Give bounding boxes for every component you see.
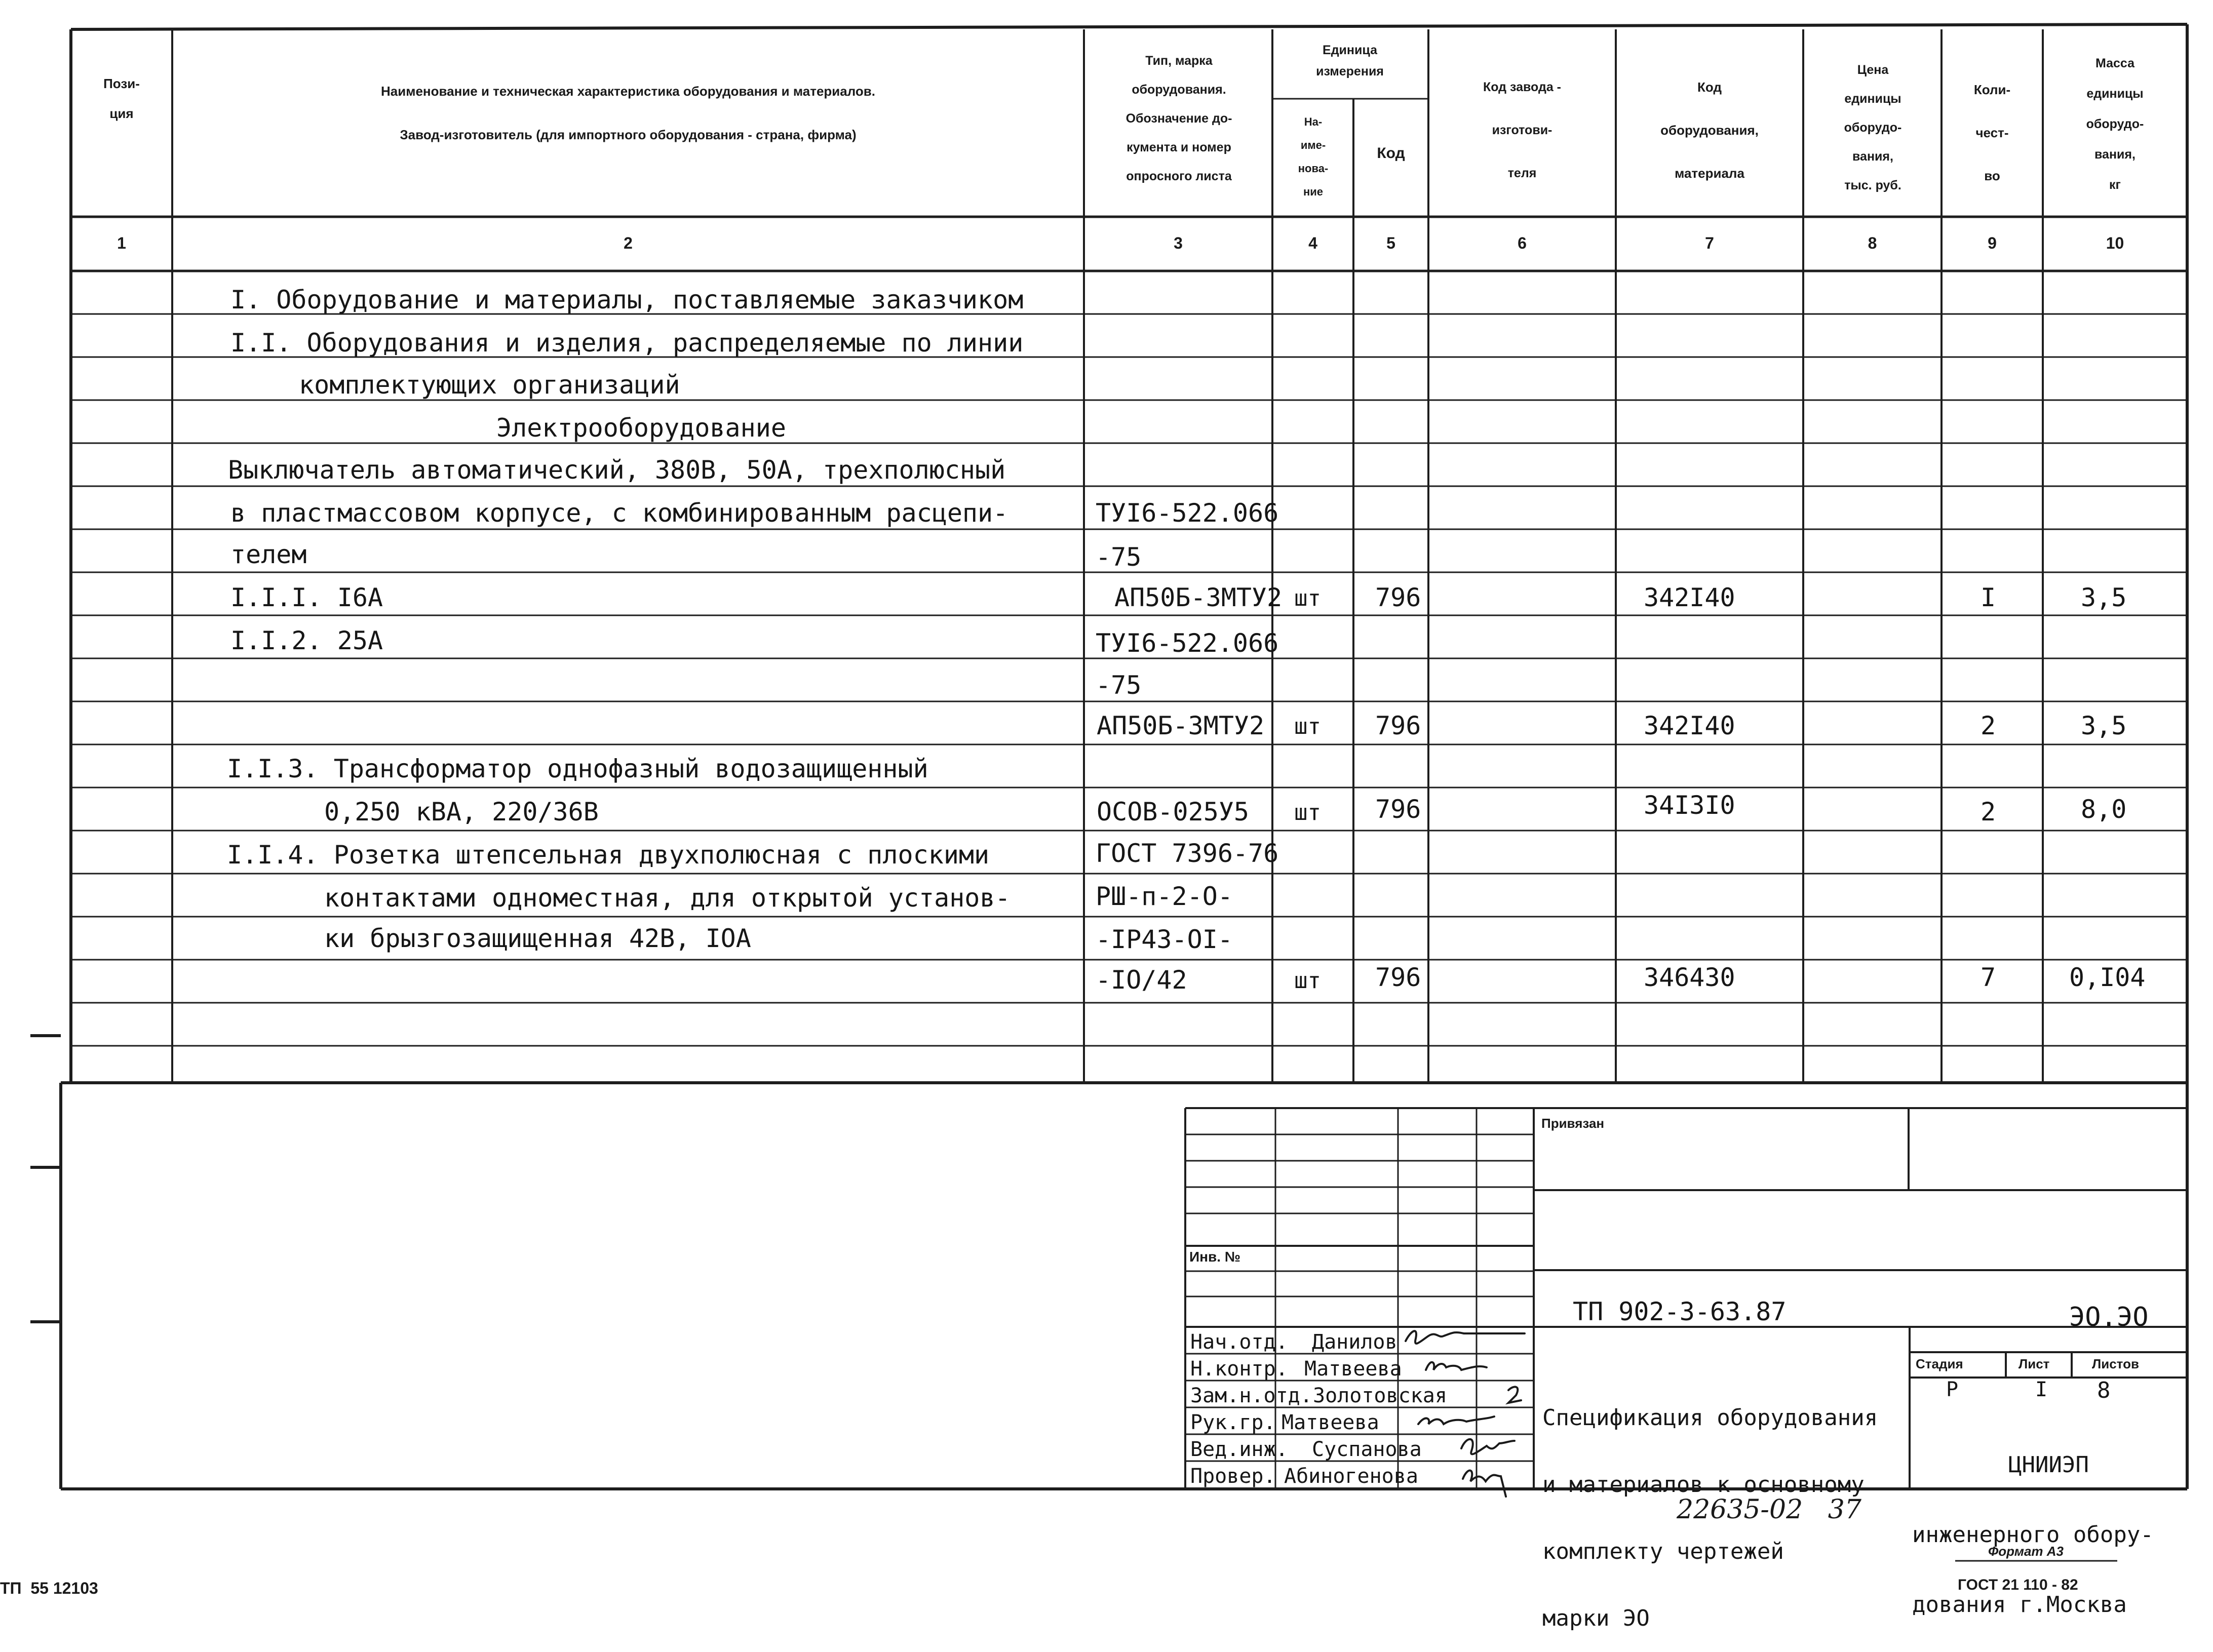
header-col1-line: Пози- [103, 76, 140, 91]
row-11-quantity: 2 [1981, 711, 1996, 740]
privyazan-label: Привязан [1541, 1116, 1605, 1131]
header-col3-line: Тип, марка [1145, 54, 1213, 68]
row-14-type: ГОСТ 7396-76 [1096, 839, 1279, 868]
signature-suspanova [1461, 1439, 1515, 1454]
row-6-type: ТУI6-522.066 [1096, 498, 1279, 528]
staff-name: Матвеева [1304, 1357, 1402, 1381]
row-4-name: Электрооборудование [496, 413, 786, 443]
gost-label: ГОСТ 21 110 - 82 [1958, 1577, 2078, 1593]
header-col4-line: име- [1300, 139, 1326, 151]
row-13-unit: шт [1294, 800, 1321, 825]
row-10-type: -75 [1096, 671, 1142, 700]
row-8-type: АП50Б-3МТУ2 [1114, 583, 1283, 612]
row-7-type: -75 [1096, 542, 1142, 572]
header-col1-line: ция [109, 106, 134, 122]
header-col6-line: Код завода - [1483, 80, 1562, 94]
row-17-unit-code: 796 [1375, 963, 1421, 992]
column-number: 3 [1174, 234, 1183, 252]
header-col7-line: оборудования, [1660, 123, 1759, 138]
organization-line: ЦНИИЭП [2008, 1452, 2089, 1478]
row-8-material-code: 342I40 [1644, 583, 1735, 612]
header-col8 [1806, 56, 1940, 200]
inventory-number-label: Инв. № [1189, 1249, 1241, 1265]
signature-matveeva-1 [1426, 1362, 1487, 1370]
row-3-name: комплектующих организаций [299, 370, 680, 400]
row-2-name: I.I. Оборудования и изделия, распределяемые по линии [230, 328, 1024, 358]
row-6-name: в пластмассовом корпусе, с комбинированным расцепи- [230, 498, 1008, 528]
column-number: 9 [1988, 234, 1997, 252]
row-14-name: I.I.4. Розетка штепсельная двухполюсная с плоскими [227, 840, 990, 870]
staff-name: Золотовская [1313, 1384, 1447, 1407]
row-13-quantity: 2 [1981, 797, 1996, 827]
row-17-mass: 0,I04 [2069, 963, 2146, 992]
document-title-line: марки ЭО [1542, 1605, 1650, 1631]
header-col6-line: теля [1507, 166, 1537, 180]
sheets-value: 8 [2097, 1378, 2111, 1403]
organization-line: дования г.Москва [1912, 1592, 2127, 1618]
drawing-mark: ЭО.ЭО [2069, 1302, 2149, 1332]
header-col8-line: единицы [1844, 92, 1901, 106]
signature-matveeva-2 [1418, 1417, 1494, 1424]
header-col9-line: чест- [1975, 125, 2009, 140]
header-col3 [1086, 47, 1271, 191]
row-11-unit: шт [1294, 714, 1321, 739]
header-col9-line: Коли- [1973, 82, 2011, 97]
row-13-type: ОСОВ-025У5 [1097, 797, 1250, 827]
header-col2 [182, 84, 1074, 143]
header-col10-line: оборудо- [2086, 117, 2144, 131]
left-footer-code: ТП 55 12103 [0, 1579, 98, 1597]
row-17-quantity: 7 [1981, 963, 1996, 992]
header-col9-line: во [1984, 168, 2000, 183]
header-col5 [1355, 144, 1427, 163]
header-col45-line: Единица [1323, 43, 1377, 57]
handwritten-number: 22635-02 37 [1677, 1494, 1861, 1525]
row-16-type: -IP43-OI- [1096, 925, 1233, 954]
header-col5-label: Код [1377, 145, 1405, 162]
header-col10 [2045, 48, 2185, 200]
column-number: 6 [1518, 234, 1527, 252]
row-8-quantity: I [1981, 583, 1996, 612]
row-5-name: Выключатель автоматический, 380В, 50А, трехполюсный [228, 455, 1006, 485]
header-col3-line: оборудования. [1132, 83, 1226, 97]
staff-role: Вед.инж. [1190, 1438, 1288, 1461]
row-11-mass: 3,5 [2081, 711, 2127, 740]
header-col7-line: Код [1697, 80, 1722, 95]
column-number: 2 [624, 234, 633, 252]
staff-name: Данилов [1312, 1330, 1397, 1354]
header-col7 [1618, 66, 1801, 195]
header-col3-line: опросного листа [1126, 169, 1232, 183]
header-col9 [1944, 68, 2040, 198]
column-number: 1 [117, 234, 126, 252]
row-11-unit-code: 796 [1375, 711, 1421, 740]
document-title-line: и материалов к основному [1542, 1472, 1865, 1498]
header-col6-line: изготови- [1492, 123, 1552, 137]
organization-name [1912, 1407, 2154, 1640]
organization-line: инженерного обору- [1912, 1522, 2154, 1548]
signature-zolotovskaya [1508, 1387, 1521, 1403]
column-number: 4 [1308, 234, 1317, 252]
header-col3-line: Обозначение до- [1125, 111, 1232, 126]
header-col8-line: оборудо- [1844, 121, 1902, 135]
header-col10-line: кг [2109, 178, 2121, 192]
sheets-label: Листов [2092, 1356, 2139, 1371]
sheet-label: Лист [2018, 1356, 2050, 1371]
stage-value: Р [1946, 1378, 1959, 1401]
row-11-type: АП50Б-3МТУ2 [1097, 711, 1265, 740]
staff-role: Нач.отд. [1190, 1330, 1288, 1354]
row-8-unit-code: 796 [1375, 583, 1421, 612]
header-col1 [81, 76, 162, 122]
row-13-unit-code: 796 [1375, 795, 1421, 824]
signature-abinogenova [1463, 1471, 1506, 1497]
header-col2-line: Наименование и техническая характеристика оборудования и материалов. [380, 84, 875, 99]
header-col10-line: единицы [2086, 87, 2144, 101]
row-13-name: 0,250 кВА, 220/36В [324, 797, 599, 827]
row-7-name: телем [230, 540, 307, 569]
document-title-line: Спецификация оборудования [1542, 1405, 1878, 1431]
row-13-material-code: 34I3I0 [1644, 791, 1735, 820]
row-17-material-code: 346430 [1644, 963, 1735, 992]
header-col2-line: Завод-изготовитель (для импортного оборудования - страна, фирма) [400, 127, 857, 143]
staff-role: Зам.н.отд. [1190, 1384, 1312, 1407]
row-8-mass: 3,5 [2081, 583, 2127, 612]
header-col8-line: вания, [1852, 149, 1893, 164]
header-col8-line: Цена [1857, 63, 1889, 77]
row-12-name: I.I.3. Трансформатор однофазный водозащищенный [227, 754, 928, 783]
signature-danilov [1406, 1331, 1525, 1344]
format-label: Формат А3 [1988, 1544, 2064, 1559]
row-8-unit: шт [1294, 585, 1321, 611]
row-13-mass: 8,0 [2081, 795, 2127, 824]
header-col7-line: материала [1675, 166, 1744, 181]
staff-role: Провер. [1190, 1465, 1276, 1488]
column-number: 7 [1705, 234, 1714, 252]
header-col4-line: На- [1304, 115, 1323, 128]
project-code: ТП 902-3-63.87 [1573, 1297, 1787, 1326]
row-15-name: контактами одноместная, для открытой установ- [324, 883, 1011, 913]
document-title-line: комплекту чертежей [1542, 1539, 1784, 1564]
column-number: 5 [1386, 234, 1395, 252]
header-col10-line: Масса [2095, 56, 2135, 70]
header-col8-line: тыс. руб. [1844, 178, 1901, 192]
staff-name: Суспанова [1312, 1438, 1422, 1461]
row-17-unit: шт [1294, 968, 1321, 994]
row-16-name: ки брызгозащищенная 42В, IOA [324, 924, 751, 953]
row-17-type: -IO/42 [1096, 965, 1187, 995]
column-number: 8 [1868, 234, 1877, 252]
header-col45-line: измерения [1316, 64, 1384, 78]
row-9-type: ТУI6-522.066 [1096, 628, 1279, 658]
staff-role: Н.контр. [1190, 1357, 1288, 1381]
staff-role: Рук.гр. [1190, 1411, 1276, 1434]
row-15-type: РШ-п-2-О- [1096, 882, 1233, 911]
stage-label: Стадия [1916, 1356, 1963, 1371]
sheet-value: I [2035, 1378, 2048, 1401]
header-col4 [1274, 110, 1352, 204]
header-col45 [1274, 40, 1426, 82]
header-col4-line: ние [1303, 185, 1324, 198]
header-col6 [1431, 66, 1613, 195]
staff-name: Абиногенова [1284, 1465, 1418, 1488]
header-col10-line: вания, [2094, 147, 2136, 162]
row-8-name: I.I.I. I6A [230, 583, 383, 612]
row-11-material-code: 342I40 [1644, 711, 1735, 740]
row-1-name: I. Оборудование и материалы, поставляемые заказчиком [230, 285, 1024, 314]
row-9-name: I.I.2. 25A [230, 626, 383, 655]
column-number: 10 [2106, 234, 2124, 252]
header-col3-line: кумента и номер [1127, 140, 1231, 154]
staff-name: Матвеева [1282, 1411, 1379, 1434]
header-col4-line: нова- [1298, 162, 1329, 175]
